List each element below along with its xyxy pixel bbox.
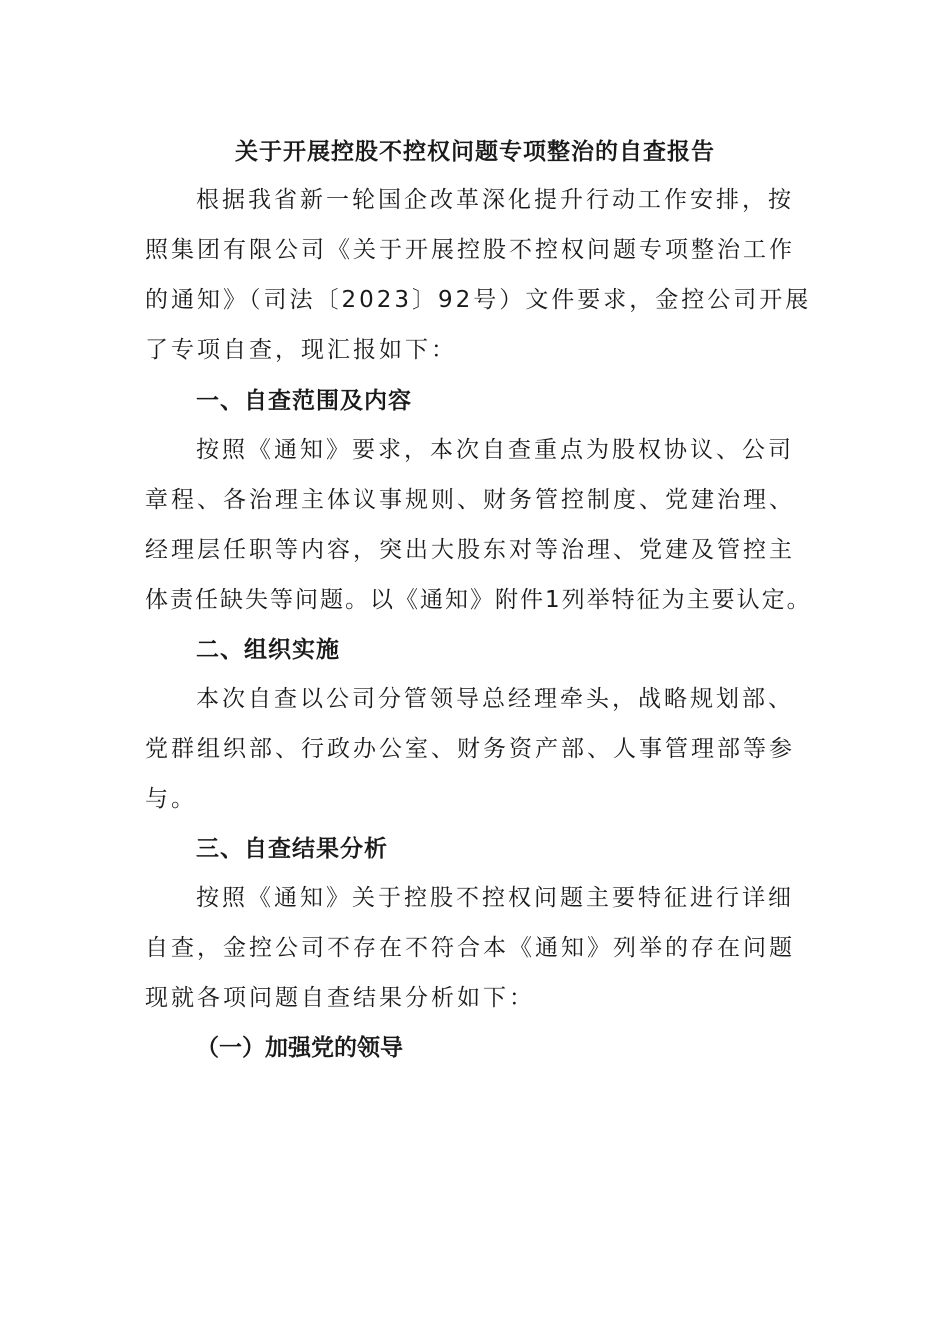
section-1-line-1: 按照《通知》要求，本次自查重点为股权协议、公司 — [196, 437, 794, 463]
section-2-line-3: 与。 — [145, 786, 197, 812]
section-1-line-2: 章程、各治理主体议事规则、财务管控制度、党建治理、 — [145, 487, 795, 513]
intro-line-2: 照集团有限公司《关于开展控股不控权问题专项整治工作 — [145, 237, 795, 263]
intro-line-3: 的通知》（司法〔2023〕92号）文件要求，金控公司开展 — [145, 287, 812, 313]
document-title: 关于开展控股不控权问题专项整治的自查报告 — [235, 139, 715, 165]
section-2-line-1: 本次自查以公司分管领导总经理牵头，战略规划部、 — [196, 686, 794, 712]
section-1-line-3: 经理层任职等内容，突出大股东对等治理、党建及管控主 — [145, 537, 795, 563]
section-1-line-4: 体责任缺失等问题。以《通知》附件1列举特征为主要认定。 — [145, 587, 812, 613]
section-3-line-2: 自查，金控公司不存在不符合本《通知》列举的存在问题 — [145, 935, 795, 961]
intro-line-1: 根据我省新一轮国企改革深化提升行动工作安排，按 — [196, 187, 794, 213]
section-3-line-3: 现就各项问题自查结果分析如下： — [145, 985, 535, 1011]
section-heading-results: 三、自查结果分析 — [196, 836, 388, 862]
section-heading-scope: 一、自查范围及内容 — [196, 388, 412, 414]
section-2-line-2: 党群组织部、行政办公室、财务资产部、人事管理部等参 — [145, 736, 795, 762]
section-heading-organization: 二、组织实施 — [196, 637, 340, 663]
intro-line-4: 了专项自查，现汇报如下： — [145, 337, 457, 363]
section-3-line-1: 按照《通知》关于控股不控权问题主要特征进行详细 — [196, 885, 794, 911]
subheading-party-leadership: （一）加强党的领导 — [196, 1035, 403, 1061]
